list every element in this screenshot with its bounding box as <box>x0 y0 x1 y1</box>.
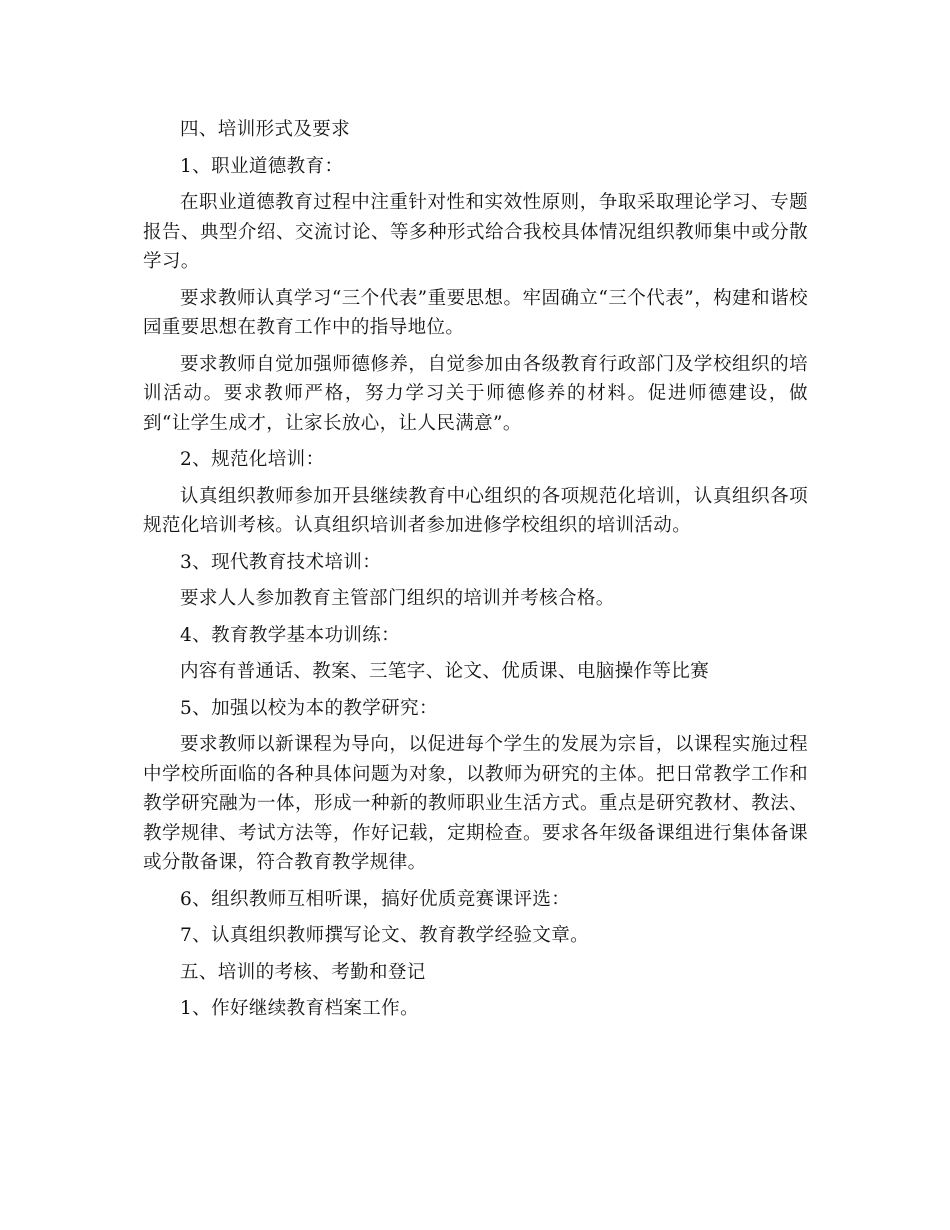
item-heading-archives: 1、作好继续教育档案工作。 <box>180 998 419 1019</box>
item-heading-standardized-training: 2、规范化培训： <box>180 449 325 470</box>
paragraph-teacher-ethics: 要求教师自觉加强师德修养，自觉参加由各级教育行政部门及学校组织的培训活动。要求教师严格，努力学习关于师德修养的材料。促进师德建设，做到“让学生成才，让家长放心，让人民满意”。 <box>143 353 808 434</box>
item-heading-basic-skills: 4、教育教学基本功训练： <box>180 624 401 646</box>
item-heading-paper-writing: 7、认真组织教师撰写论文、教育教学经验文章。 <box>180 925 590 946</box>
item-heading-ethics-education: 1、职业道德教育： <box>180 155 344 177</box>
paragraph-modern-tech-training: 要求人人参加教育主管部门组织的培训并考核合格。 <box>180 588 615 609</box>
item-heading-modern-tech-training: 3、现代教育技术培训： <box>180 551 382 573</box>
paragraph-school-based-research: 要求教师以新课程为导向，以促进每个学生的发展为宗旨，以课程实施过程中学校所面临的各种具体问题为对象，以教师为研究的主体。把日常教学工作和教学研究融为一体，形成一种新的教师职业生活方式。重点是研究教材、教法、教学规律、考试方法等，作好记载，定期检查。要求各年级备课组进行集体备课或分散备课，符合教育教学规律。 <box>143 734 808 873</box>
paragraph-standardized-training: 认真组织教师参加开县继续教育中心组织的各项规范化培训，认真组织各项规范化培训考核。认真组织培训者参加进修学校组织的培训活动。 <box>143 485 808 536</box>
paragraph-basic-skills: 内容有普通话、教案、三笔字、论文、优质课、电脑操作等比赛 <box>180 661 710 682</box>
document-page <box>143 115 808 1031</box>
paragraph-ethics-methods: 在职业道德教育过程中注重针对性和实效性原则，争取采取理论学习、专题报告、典型介绍、交流讨论、等多种形式给合我校具体情况组织教师集中或分散学习。 <box>143 192 808 272</box>
section-heading-assessment: 五、培训的考核、考勤和登记 <box>180 961 426 983</box>
item-heading-peer-observation: 6、组织教师互相听课，搞好优质竞赛课评选： <box>180 888 571 910</box>
item-heading-school-based-research: 5、加强以校为本的教学研究： <box>180 697 438 719</box>
section-heading-training-forms: 四、培训形式及要求 <box>180 119 351 140</box>
paragraph-three-represents: 要求教师认真学习“三个代表”重要思想。牢固确立“三个代表”，构建和谐校园重要思想在教育工作中的指导地位。 <box>143 287 808 338</box>
